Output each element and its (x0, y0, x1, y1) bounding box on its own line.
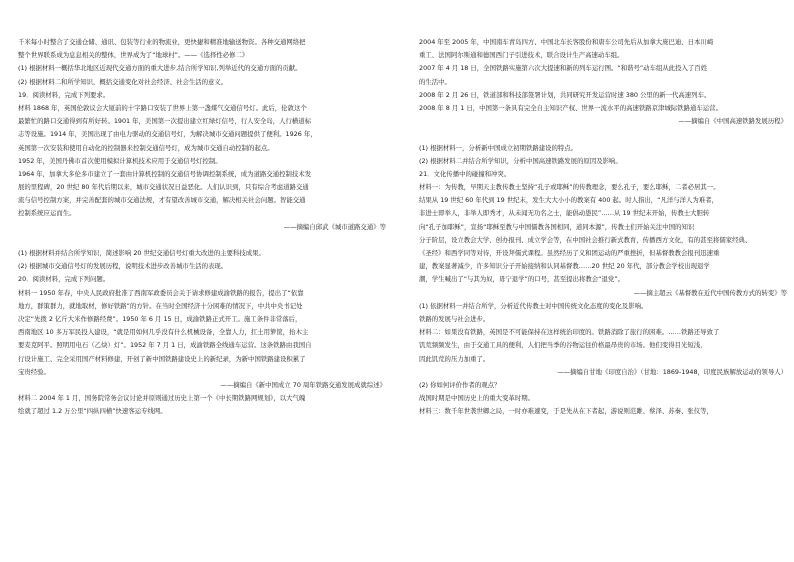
text-line: 《圣经》和西学同等对待，开设拜儒式课程。虽然经历了义和团运动的严重挫折，但基督教教会报刊迅速重 (419, 249, 720, 257)
text-line: 千米每小时整合了交通仓储、通讯、包装等行业的物流业，更快捷和精准地输送物资。各种交通网络把 (18, 38, 306, 46)
text-line: 材料 1868 年，英国伦敦议会大厦前的十字路口安装了世界上第一盏煤气交通信号灯。此后，伦敦这个 (18, 103, 307, 112)
text-line: 战国时期是中国历史上的重大变革时期。 (419, 394, 535, 403)
text-line: 展的里程碑，20 世纪 80 年代后期以来，城市交通状况日益恶化。人们认识到，只有综合考虑道路交通 (18, 183, 309, 192)
text-line: 铁路的发展与社会进步。 (419, 314, 490, 323)
text-line: (2) 根据材料二和所学知识，概括交通变化对社会经济、社会生活的意义。 (18, 77, 228, 86)
text-line: (1) 依据材料一并结合所学，分析近代传教士对中国传统文化态度的变化及影响。 (419, 301, 648, 310)
left-column (18, 36, 390, 418)
text-line: (1) 根据材料并结合所学知识，简述影响 20 世纪交通信号灯重大改进的主要科技成果。 (18, 249, 265, 257)
text-line: 材料一 1950 年春，中央人民政府批准了西南军政委员会关于请求修建成渝铁路的报告，提出了“依靠 (18, 288, 304, 297)
text-line: 潮，学生喊出了“与其为奴，毋宁退学”的口号，甚至提出将教会“退党”。 (419, 275, 624, 284)
text-line: 宝贵经验。 (18, 367, 50, 376)
text-line: 流与信号控制方案，并完善配套的城市交通法规，才有望改善城市交通，解决相关社会问题。智能交通 (18, 196, 306, 205)
text-line: 分子阶层，设立教会大学、创办报刊、成立学会等，在中国社会推行新式教育，传播西方文化，有的甚至将儒家经典、 (419, 235, 752, 244)
text-line: 因此饥荒的压力加重了。 (419, 354, 490, 363)
text-line: 决定“先拨 2 亿斤大米作修路经费”。1950 年 6 月 15 日，成渝铁路正式开工。施工条件非常落后， (18, 314, 302, 323)
source-citation: ——摘编自《中国高速铁路发展历程》 (678, 117, 787, 126)
text-line: (2) 根据城市交通信号灯的发展历程，说明技术进步改善城市生活的表现。 (18, 262, 228, 271)
text-line: 1952 年，美国丹佛市首次使用模拟计算机技术应用于交通信号灯控制。 (18, 156, 222, 165)
text-line: 材料一：为传教，早期天主教传教士坚持“孔子或耶稣”的传教理念，要么孔子，要么耶稣，二者必居其一。 (419, 183, 720, 192)
text-line: 建，教案显著减少，许多知识分子开始接纳和认同基督教……20 世纪 20 年代，部分教会学校出现退学 (419, 262, 710, 271)
text-line: 西南地区 10 多万军民投入建设，“就是用如何几乎没有什么机械设备，全靠人力，扛土用箩筐，抬木主 (18, 328, 309, 337)
source-citation: ——摘编自《新中国成立 70 周年铁路交通发展成就综述》 (220, 380, 386, 389)
text-line: 控制系统应运而生。 (18, 209, 76, 218)
text-line: 志等设施。1914 年，美国出现了由电力驱动的交通信号灯，为解决城市交通问题提供了便利。1926 年， (18, 130, 317, 139)
text-line: 饥荒频频发生，由于交通工具的便利，人们把当季的谷物运往价格最昂贵的市场。他们变得目光短浅， (419, 341, 707, 350)
text-line (419, 128, 791, 141)
text-line: 2007 年 4 月 18 日，全国铁路实施第六次大提速和新的列车运行图。“和谐号”动车组从此投入了百姓 (419, 64, 708, 73)
text-line: 绘就了超过 1.2 万公里“四纵四横”快速客运专线网。 (18, 407, 167, 416)
text-line: 1964 年，加拿大多伦多市建立了一套由计算机控制的交通信号协调控制系统，成为道路交通控制技术发 (18, 169, 312, 178)
text-line: (1) 根据材料一，分析新中国成立初期铁路建设的特点。 (419, 143, 578, 152)
text-line: (2) 根据材料二并结合所学知识，分析中国高速铁路发展的原因及影响。 (419, 156, 622, 165)
source-citation: ——摘编自甘地《印度自治》（甘地：1869-1948，印度民族解放运动的领导人） (557, 367, 787, 376)
text-line: 2008 年 2 月 26 日，铁道部和科技部签署计划，共同研究开发运营时速 380 公里的新一代高速列车。 (419, 90, 711, 99)
text-line: 地方，群策群力，就地取材，修好铁路”的方针。在当时全国经济十分困难的情况下，中共中央书记处 (18, 301, 303, 310)
text-line: 最繁忙的路口交通得到有所好转。1901 年，美国第一次提出建立红绿灯信号，行人安全岛，人行横道标 (18, 117, 312, 126)
text-line: 非进士即举人，非举人即秀才，从未闻无功名之士，能倡动愚民”……从 19 世纪末开始，传教士大胆转 (419, 209, 710, 218)
right-column (419, 36, 791, 418)
text-line: 整个世界联系成为息息相关的整体，世界成为了“地球村”。——《选择性必修二》 (18, 51, 249, 60)
text-line: 19．阅读材料，完成下列要求。 (18, 90, 110, 99)
text-line (18, 234, 390, 247)
source-citation: ——摘主超云《基督教在近代中国传教方式的转变》等 (633, 288, 787, 297)
text-line: (1) 根据材料一概括华北地区近现代交通方面的重大进步,结合所学知识,列举近代的交通方面的贡献。 (18, 64, 302, 73)
text-line: 结果从 19 世纪 60 年代到 19 世纪末，发生大大小小的教案有 400 起。时人指出，“凡洋与洋人为难者， (419, 196, 718, 205)
text-line: 重工、法国阿尔斯通和德国西门子引进技术，联合设计生产高速动车组。 (419, 51, 624, 60)
text-line: 2004 年至 2005 年，中国南车青岛四方、中国北车长客股份和唐车公司先后从加拿大庞巴迪、日本川崎 (419, 38, 714, 46)
text-line: (2) 你如何评价作者的观点？ (419, 380, 501, 389)
text-line: 材料三：数千年世袭世卿之局，一时亦难遽变，于是先从在下者起，游说则范雎、蔡泽、苏秦、张仪等， (419, 407, 713, 416)
text-line: 20．阅读材料，完成下列问题。 (18, 275, 110, 284)
text-line: 21．文化传播中的碰撞和冲突。 (419, 169, 511, 178)
text-line: 英国第一次安装和使用自动化的控制器来控制交通信号灯，成为城市交通自动控制的起点。 (18, 143, 274, 152)
text-line: 行设计施工、完全采用国产材料修建，开创了新中国铁路建设史上的新纪录，为新中国铁路建设积累了 (18, 354, 306, 363)
text-line: 2008 年 8 月 1 日，中国第一条具有完全自主知识产权、世界一流水平的高速铁路京津城际铁路通车运营。 (419, 103, 722, 112)
text-line: 要麦克阿平。照明用电石（乙炔）灯”。1952 年 7 月 1 日，成渝铁路全线通车运营。这条铁路由我国自 (18, 341, 312, 350)
text-line: 材料二 2004 年 1 月，国务院常务会议讨论并原则通过历史上第一个《中长期铁路网规划》，以大气魄 (18, 394, 306, 403)
text-line: 材料二：如果没有铁路，英国是不可能保持在这样统治印度的。铁路消除了旅行的困难。……铁路还导致了 (419, 328, 720, 337)
text-line: 向“孔子加耶稣”，宣扬“耶稣至教与中国儒教各国相同，道同本源”，传教士们开始关注中国的知识 (419, 222, 695, 231)
source-citation: ——摘编自邱武《城市道路交通》等 (283, 222, 386, 231)
text-line: 的生活中。 (419, 77, 451, 86)
